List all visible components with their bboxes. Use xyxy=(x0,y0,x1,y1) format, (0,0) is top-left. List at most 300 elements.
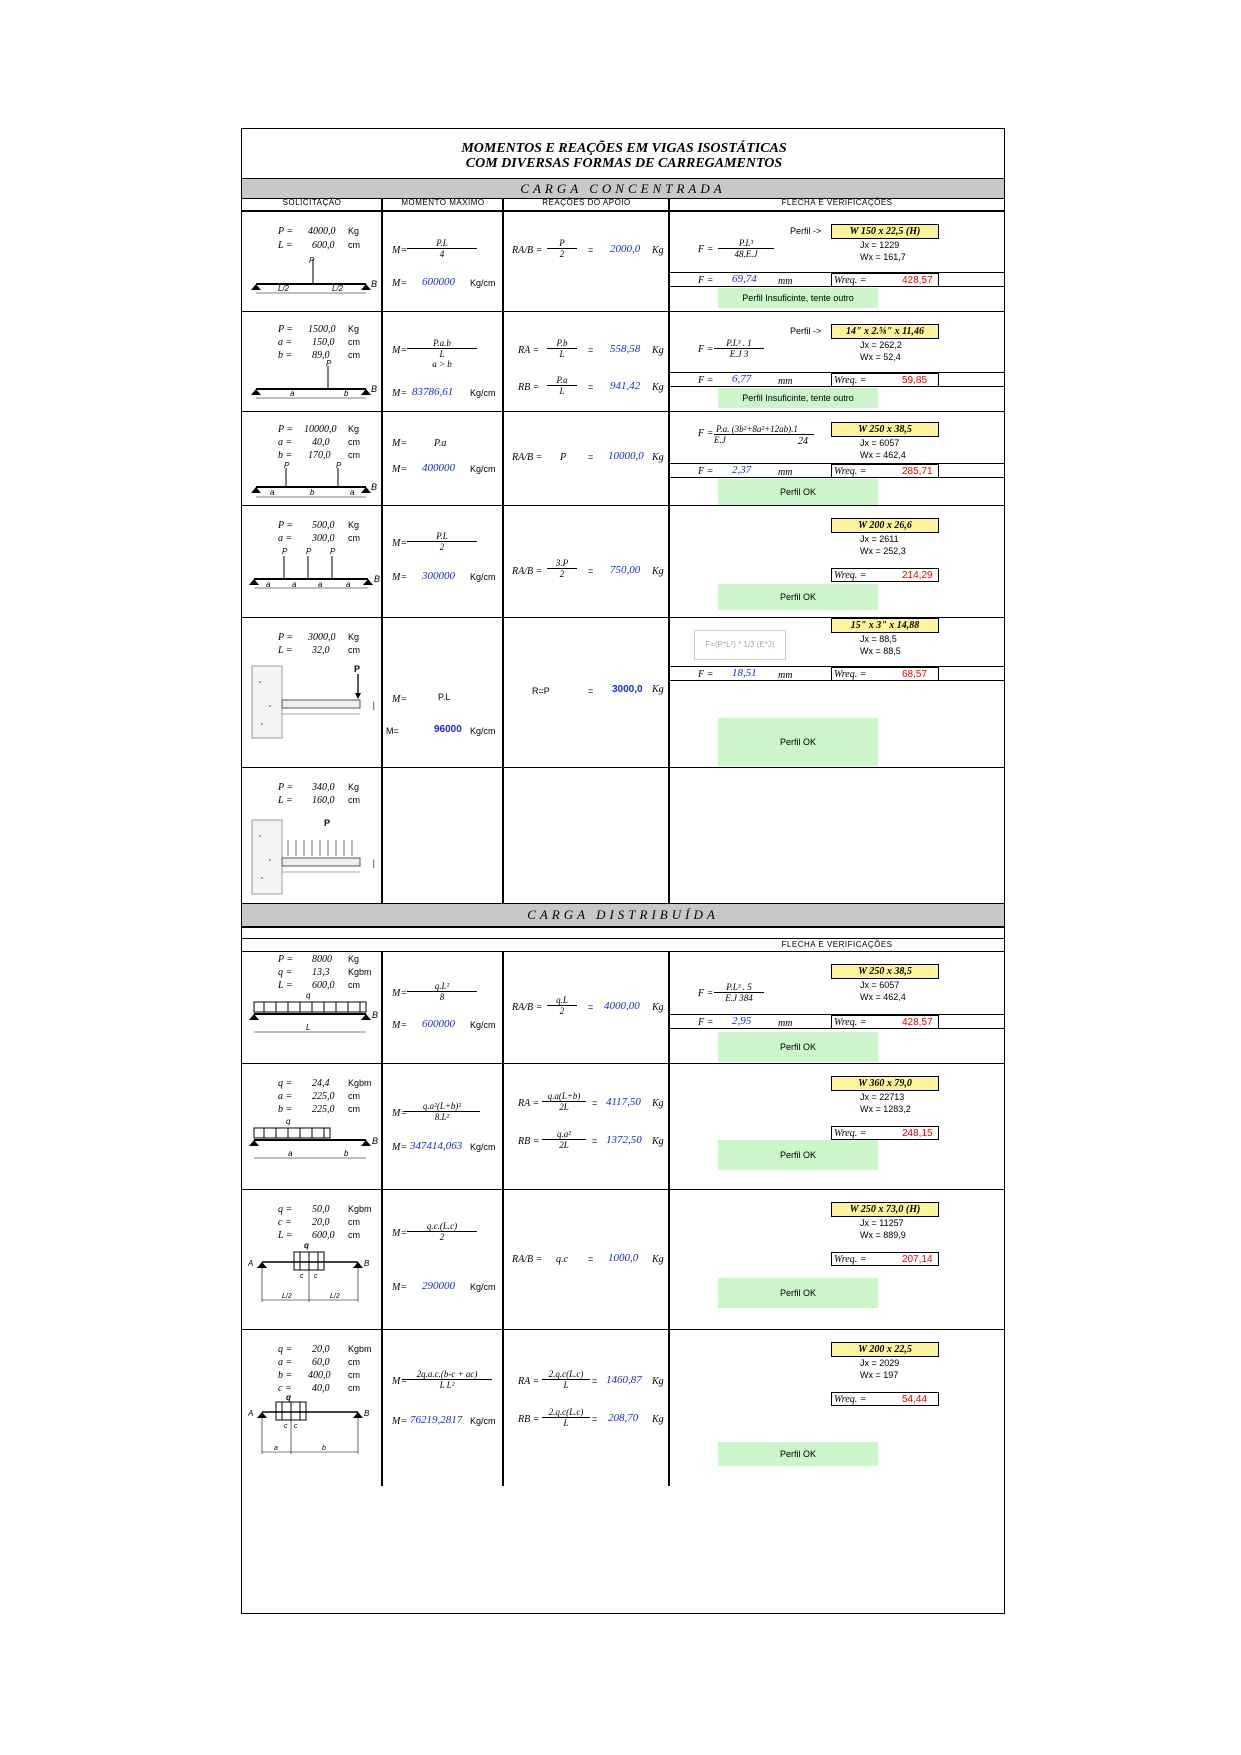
jx-value: 2029 xyxy=(879,1358,900,1368)
cantilever-distributed-diagram xyxy=(248,812,382,900)
param-label: b = xyxy=(278,450,293,461)
weq-label: Wreq. = xyxy=(834,1128,867,1139)
weq-label: Wreq. = xyxy=(834,1017,867,1028)
param-value: 400,0 xyxy=(308,1370,331,1381)
verification-cell: F = $\frac{\text{P.a. (3b²+8a²+12ab).1}}{E.J}$ 24 W 250 x 38,5 Jx = 6057 Wx = 462,4 F = 2,37 mm Wreq. = 285,71 Perfil OK xyxy=(670,412,1004,506)
m-label: M= xyxy=(386,726,399,736)
param-value: 500,0 xyxy=(312,520,335,531)
reaction-denominator: L xyxy=(559,386,565,396)
jx-label: Jx = xyxy=(860,534,877,544)
jx-value: 88,5 xyxy=(879,634,897,644)
m-label: M= xyxy=(392,988,408,999)
param-unit: cm xyxy=(348,795,360,805)
param-label: c = xyxy=(278,1217,292,1228)
m-label: M= xyxy=(392,464,408,475)
perfil-label: Perfil -> xyxy=(790,326,822,336)
m-label: M= xyxy=(392,572,408,583)
perfil-select[interactable]: W 250 x 38,5 xyxy=(831,964,939,979)
title-line-1: MOMENTOS E REAÇÕES EM VIGAS ISOSTÁTICAS xyxy=(461,141,787,156)
param-unit: cm xyxy=(348,450,360,460)
cantilever-diagram xyxy=(248,662,382,742)
param-label: P = xyxy=(278,226,294,237)
reaction-unit: Kg xyxy=(652,382,664,393)
formula-image: F=(P*L³) * 1/3 (E*J) xyxy=(694,630,786,660)
moment-value: 76219,2817 xyxy=(410,1414,463,1426)
weq-value: 248,15 xyxy=(902,1128,933,1139)
param-value: 8000 xyxy=(312,954,332,965)
beam-diagram xyxy=(246,1118,382,1168)
beam-diagram xyxy=(246,1392,382,1468)
param-label: P = xyxy=(278,324,294,335)
m-label: M= xyxy=(392,1228,408,1239)
flecha-value: 69,74 xyxy=(732,273,757,285)
svg-text:P: P xyxy=(354,664,361,674)
jx-label: Jx = xyxy=(860,340,877,350)
moment-value: 83786,61 xyxy=(412,386,454,398)
param-value: 60,0 xyxy=(312,1357,330,1368)
param-unit: cm xyxy=(348,1370,360,1380)
param-unit: Kgbm xyxy=(348,967,372,977)
svg-text:b: b xyxy=(322,1445,326,1452)
param-label: b = xyxy=(278,1104,293,1115)
verification-cell xyxy=(670,618,1004,768)
row-2: P = 1500,0 Kg a = 150,0 cm b = 89,0 cm P a b B M= P.a.b L a > b M= 83786,61 Kg/cm RA = $\frac{P.b}{L}$ = 558,58 Kg RB = $\frac{P.a}{L}$ = 941,42 Kg Perfil -> 14" x 2.⅝" x 11,46 Jx = 262,2 Wx = 52,4 F = $\frac{\text{P.L³ . 1}}{E.J 3}$ F = 6,77 mm Wreq. = 59,85 Perfil Insuficinte, tente outro xyxy=(242,311,1004,412)
svg-text:P: P xyxy=(336,461,342,470)
param-unit: cm xyxy=(348,1357,360,1367)
wx-label: Wx = xyxy=(860,1104,881,1114)
wx-label: Wx = xyxy=(860,1230,881,1240)
svg-text:a: a xyxy=(270,488,275,497)
moment-unit: Kg/cm xyxy=(470,278,496,288)
reaction-value: 4117,50 xyxy=(606,1096,641,1108)
reaction-unit: Kg xyxy=(652,345,664,356)
reaction-label: R=P xyxy=(532,686,550,696)
jx-label: Jx = xyxy=(860,634,877,644)
reaction-label: RB = xyxy=(518,1414,540,1425)
column-headers xyxy=(242,198,1004,211)
param-unit: cm xyxy=(348,1230,360,1240)
flecha-unit: mm xyxy=(778,376,793,387)
m-label: M= xyxy=(392,1142,408,1153)
reaction-numerator: P.b xyxy=(547,338,577,349)
flecha-formula-num: P.L³ . 5 xyxy=(714,982,764,993)
param-unit: Kg xyxy=(348,324,360,334)
reaction-numerator: 2.q.c(L.c) xyxy=(542,1407,590,1418)
wx-value: 889,9 xyxy=(883,1230,906,1240)
param-value: 32,0 xyxy=(312,645,330,656)
reaction-numerator: 2.q.c(L.c) xyxy=(542,1369,590,1380)
param-value: 160,0 xyxy=(312,795,335,806)
beam-diagram xyxy=(246,548,382,598)
flecha-formula-den: E.J 3 xyxy=(729,349,749,359)
verification-cell xyxy=(670,1330,1004,1486)
m-label: M= xyxy=(392,438,408,449)
svg-text:P: P xyxy=(309,256,315,265)
verification-cell xyxy=(670,1064,1004,1190)
param-value: 600,0 xyxy=(312,240,335,251)
reaction-unit: Kg xyxy=(652,1376,664,1387)
status-badge: Perfil OK xyxy=(718,718,878,766)
reaction-label: RA/B = xyxy=(512,1254,543,1265)
param-label: q = xyxy=(278,1344,293,1355)
flecha-unit: mm xyxy=(778,1018,793,1029)
perfil-label: Perfil -> xyxy=(790,226,822,236)
reaction-numerator: P xyxy=(547,238,577,249)
svg-text:P: P xyxy=(326,359,332,368)
wx-label: Wx = xyxy=(860,992,881,1002)
beam-diagram xyxy=(246,992,382,1042)
perfil-select[interactable]: 15" x 3" x 14,88 xyxy=(831,618,939,633)
status-badge: Perfil OK xyxy=(718,1442,878,1466)
perfil-select[interactable]: 14" x 2.⅝" x 11,46 xyxy=(831,324,939,339)
reaction-unit: Kg xyxy=(652,452,664,463)
flecha-unit: mm xyxy=(778,276,793,287)
row-1: P = 4000,0 Kg L = 600,0 cm P L/2 L/2 B M= $\frac{P.L}{4}$ M= 600000 Kg/cm RA/B = $\frac{P}{2}$ = 2000,0 Kg Perfil -> W 150 x 22,5 (H) Jx = 1229 Wx = 161,7 F = $\frac{\text{P.L³}}{48.E.J}$ F = 69,74 mm Wreq. = 428,57 Perfil Insuficinte, tente outro xyxy=(242,211,1004,312)
reaction-unit: Kg xyxy=(652,1098,664,1109)
moment-formula: P.L xyxy=(438,692,451,702)
reaction-value: 4000,00 xyxy=(604,1000,640,1012)
param-label: P = xyxy=(278,424,294,435)
flecha-unit: mm xyxy=(778,467,793,478)
param-unit: cm xyxy=(348,437,360,447)
svg-text:a: a xyxy=(292,580,297,589)
reaction-unit: Kg xyxy=(652,566,664,577)
status-badge: Perfil OK xyxy=(718,584,878,610)
reaction-numerator: q.L xyxy=(547,995,577,1006)
param-unit: cm xyxy=(348,645,360,655)
title-line-2: COM DIVERSAS FORMAS DE CARREGAMENTOS xyxy=(465,156,783,171)
m-label: M= xyxy=(392,245,408,256)
flecha-value: 18,51 xyxy=(732,667,757,679)
svg-text:a: a xyxy=(318,580,323,589)
param-unit: cm xyxy=(348,1383,360,1393)
reaction-value: 1000,0 xyxy=(608,1252,639,1264)
section-carga-concentrada: CARGA CONCENTRADA xyxy=(242,178,1004,199)
calculation-sheet xyxy=(241,128,1005,1614)
m-label: M= xyxy=(392,1376,408,1387)
status-badge: Perfil OK xyxy=(718,1032,878,1062)
param-label: b = xyxy=(278,1370,293,1381)
perfil-select[interactable]: W 150 x 22,5 (H) xyxy=(831,224,939,239)
row-3: P = 10000,0 Kg a = 40,0 cm b = 170,0 cm P P a b a B M= P.a M= 400000 Kg/cm RA/B = P = 10000,0 Kg F = $\frac{\text{P.a. (3b²+8a²+12ab).1}}{E.J}$ 24 W 250 x 38,5 Jx = 6057 Wx = 462,4 F = 2,37 mm Wreq. = 285,71 Perfil OK xyxy=(242,411,1004,506)
wx-label: Wx = xyxy=(860,546,881,556)
moment-unit: Kg/cm xyxy=(470,1020,496,1030)
param-unit: Kg xyxy=(348,632,360,642)
weq-value: 54,44 xyxy=(902,1394,928,1405)
verification-cell xyxy=(670,506,1004,618)
header-flecha: FLECHA E VERIFICAÇÕES xyxy=(781,198,893,207)
jx-value: 6057 xyxy=(879,980,900,990)
status-badge: Perfil Insuficinte, tente outro xyxy=(718,288,878,308)
reaction-label: RB = xyxy=(518,1136,540,1147)
perfil-select[interactable]: W 250 x 73,0 (H) xyxy=(831,1202,939,1217)
distributed-header xyxy=(242,927,1004,949)
moment-denominator: 2 xyxy=(439,1232,445,1242)
flecha-formula-num: P.L³ xyxy=(718,238,774,249)
jx-value: 6057 xyxy=(879,438,900,448)
wx-value: 252,3 xyxy=(883,546,906,556)
svg-text:B: B xyxy=(371,384,378,394)
row-4: P = 500,0 Kg a = 300,0 cm P P P a a a a B M= $\frac{P.L}{2}$ M= 300000 Kg/cm RA/B = $\frac{3.P}{2}$ = 750,00 Kg W 200 x 26,6 Jx = 2611 Wx = 252,3 Wreq. = 214,29 Perfil OK xyxy=(242,505,1004,618)
moment-value: 290000 xyxy=(422,1280,455,1292)
svg-text:A: A xyxy=(248,1259,254,1268)
header-reacoes: REAÇÕES DO APOIO xyxy=(542,198,631,207)
reaction-label: RA/B = xyxy=(512,1002,543,1013)
reaction-unit: Kg xyxy=(652,245,664,256)
reaction-numerator: P.a xyxy=(547,375,577,386)
svg-text:c: c xyxy=(294,1423,298,1430)
m-label: M= xyxy=(392,278,408,289)
jx-label: Jx = xyxy=(860,1092,877,1102)
param-unit: Kgbm xyxy=(348,1078,372,1088)
svg-text:q: q xyxy=(304,1241,309,1250)
flecha-formula-den: E.J 384 xyxy=(725,993,753,1003)
reaction-value: 1460,87 xyxy=(606,1374,642,1386)
section-carga-distribuida: CARGA DISTRIBUÍDA xyxy=(242,903,1004,927)
wx-value: 88,5 xyxy=(883,646,901,656)
param-unit: cm xyxy=(348,240,360,250)
weq-value: 207,14 xyxy=(902,1254,933,1265)
svg-text:a: a xyxy=(290,389,295,398)
svg-text:b: b xyxy=(310,488,315,497)
flecha-value: 2,95 xyxy=(732,1015,752,1027)
param-unit: cm xyxy=(348,1217,360,1227)
jx-label: Jx = xyxy=(860,240,877,250)
svg-text:q: q xyxy=(286,1117,291,1126)
param-unit: cm xyxy=(348,337,360,347)
weq-value: 428,57 xyxy=(902,1017,933,1028)
f-label: F = xyxy=(698,669,714,680)
svg-text:B: B xyxy=(364,1259,370,1268)
param-value: 89,0 xyxy=(312,350,330,361)
moment-unit: Kg/cm xyxy=(470,572,496,582)
reaction-unit: Kg xyxy=(652,684,664,695)
m-label: M= xyxy=(392,1020,408,1031)
svg-text:c: c xyxy=(300,1273,304,1280)
weq-value: 68,57 xyxy=(902,669,928,680)
jx-value: 1229 xyxy=(879,240,900,250)
svg-text:c: c xyxy=(284,1423,288,1430)
moment-numerator: P.L xyxy=(407,531,477,542)
param-value: 225,0 xyxy=(312,1091,335,1102)
moment-value: 96000 xyxy=(434,724,462,735)
param-label: q = xyxy=(278,1078,293,1089)
param-label: a = xyxy=(278,1357,293,1368)
reaction-denominator: 2L xyxy=(559,1102,569,1112)
reaction-denominator: L xyxy=(559,349,565,359)
moment-denominator: L xyxy=(439,349,445,359)
weq-label: Wreq. = xyxy=(834,275,867,286)
param-value: 300,0 xyxy=(312,533,335,544)
weq-label: Wreq. = xyxy=(834,1254,867,1265)
reaction-label: RA = xyxy=(518,1376,540,1387)
reaction-denominator: L xyxy=(563,1418,569,1428)
svg-text:a: a xyxy=(350,488,355,497)
svg-text:L/2: L/2 xyxy=(282,1293,292,1300)
svg-text:q: q xyxy=(306,991,311,1000)
header-momento: MOMENTO MÁXIMO xyxy=(401,198,485,207)
param-label: q = xyxy=(278,1204,293,1215)
moment-condition: a > b xyxy=(432,359,452,369)
svg-text:L/2: L/2 xyxy=(330,1293,340,1300)
reaction-denominator: 2L xyxy=(559,1140,569,1150)
param-label: a = xyxy=(278,1091,293,1102)
wx-value: 462,4 xyxy=(883,450,906,460)
param-value: 340,0 xyxy=(312,782,335,793)
svg-text:P: P xyxy=(306,547,312,556)
reaction-numerator: q.a(L+b) xyxy=(542,1091,586,1102)
flecha-value: 6,77 xyxy=(732,373,752,385)
param-value: 20,0 xyxy=(312,1217,330,1228)
param-value: 13,3 xyxy=(312,967,330,978)
param-unit: Kg xyxy=(348,782,360,792)
svg-text:a: a xyxy=(274,1445,278,1452)
reaction-label: RA = xyxy=(518,345,540,356)
reaction-unit: Kg xyxy=(652,1136,664,1147)
flecha-formula-den: E.J xyxy=(714,435,726,445)
beam-diagram xyxy=(248,359,378,402)
svg-text:L/2: L/2 xyxy=(332,284,344,293)
param-unit: Kg xyxy=(348,954,360,964)
flecha-formula-num: P.L³ . 1 xyxy=(714,338,764,349)
moment-numerator: 2q.a.c.(b-c + ac) xyxy=(402,1369,492,1380)
f-label: F = xyxy=(698,466,714,477)
param-label: c = xyxy=(278,1383,292,1394)
reaction-denominator: 2 xyxy=(559,249,565,259)
row-7: P = 8000 Kg q = 13,3 Kgbm L = 600,0 cm q L B M= $\frac{\text{q.L²}}{8}$ M= 600000 Kg/cm RA/B = $\frac{q.L}{2}$ = 4000,00 Kg W 250 x 38,5 Jx = 6057 Wx = 462,4 F = $\frac{\text{P.L³ . 5}}{E.J 384}$ F = 2,95 mm Wreq. = 428,57 Perfil OK xyxy=(242,951,1004,1064)
param-value: 10000,0 xyxy=(304,424,337,435)
verification-cell: W 250 x 38,5 Jx = 6057 Wx = 462,4 F = $\frac{\text{P.L³ . 5}}{E.J 384}$ F = 2,95 mm Wreq. = 428,57 Perfil OK xyxy=(670,952,1004,1064)
param-value: 600,0 xyxy=(312,980,335,991)
f-label: F = xyxy=(698,375,714,386)
reaction-numerator: 3.P xyxy=(547,558,577,569)
param-label: L = xyxy=(278,1230,293,1241)
beam-diagram xyxy=(246,1242,382,1322)
perfil-select[interactable]: W 360 x 79,0 xyxy=(831,1076,939,1091)
row-8: q = 24,4 Kgbm a = 225,0 cm b = 225,0 cm q a b B M= $\frac{\text{q.a²(L+b)²}}{\text{8.L²}}$ M= 347414,063 Kg/cm RA = $\frac{q.a(L+b)}{2L}$ = 4117,50 Kg RB = $\frac{\text{q.a²}}{2L}$ = 1372,50 Kg W 360 x 79,0 Jx = 22713 Wx = 1283,2 Wreq. = 248,15 Perfil OK xyxy=(242,1063,1004,1190)
moment-denominator: 8.L² xyxy=(434,1112,450,1122)
svg-text:I: I xyxy=(372,857,376,871)
reaction-value: 1372,50 xyxy=(606,1134,642,1146)
svg-text:P: P xyxy=(324,818,331,828)
weq-label: Wreq. = xyxy=(834,466,867,477)
f-label: F = xyxy=(698,275,714,286)
reaction-value: 941,42 xyxy=(610,380,641,392)
status-badge: Perfil OK xyxy=(718,1140,878,1170)
moment-numerator: q.c.(L.c) xyxy=(407,1221,477,1232)
beam-diagram xyxy=(248,257,378,297)
svg-text:B: B xyxy=(374,574,381,584)
reaction-value: 10000,0 xyxy=(608,450,644,462)
param-label: a = xyxy=(278,437,293,448)
jx-value: 11257 xyxy=(879,1218,904,1228)
flecha-value: 2,37 xyxy=(732,464,752,476)
param-unit: cm xyxy=(348,1104,360,1114)
moment-unit: Kg/cm xyxy=(470,726,496,736)
perfil-select[interactable]: W 200 x 22,5 xyxy=(831,1342,939,1357)
param-label: P = xyxy=(278,632,294,643)
param-unit: Kg xyxy=(348,520,360,530)
param-label: q = xyxy=(278,967,293,978)
moment-value: 347414,063 xyxy=(410,1140,463,1152)
perfil-select[interactable]: W 250 x 38,5 xyxy=(831,422,939,437)
reaction-value: 2000,0 xyxy=(610,243,641,255)
moment-unit: Kg/cm xyxy=(470,1416,496,1426)
svg-text:I: I xyxy=(372,699,376,713)
svg-text:L: L xyxy=(306,1023,311,1032)
param-value: 20,0 xyxy=(312,1344,330,1355)
param-value: 50,0 xyxy=(312,1204,330,1215)
status-badge: Perfil OK xyxy=(718,479,878,505)
svg-text:b: b xyxy=(344,389,349,398)
param-unit: Kgbm xyxy=(348,1344,372,1354)
weq-label: Wreq. = xyxy=(834,375,867,386)
param-label: P = xyxy=(278,782,294,793)
f-label: F = xyxy=(698,1017,714,1028)
wx-label: Wx = xyxy=(860,1370,881,1380)
param-value: 40,0 xyxy=(312,437,330,448)
reaction-label: RA = xyxy=(518,1098,540,1109)
svg-text:B: B xyxy=(372,1010,379,1020)
flecha-formula-num: P.a. (3b²+8a²+12ab).1 xyxy=(714,424,814,435)
svg-text:P: P xyxy=(282,547,288,556)
m-label: M= xyxy=(392,1282,408,1293)
reaction-numerator: q.a² xyxy=(542,1129,586,1140)
wx-label: Wx = xyxy=(860,352,881,362)
svg-text:P: P xyxy=(330,547,336,556)
m-label: M= xyxy=(392,538,408,549)
verification-cell xyxy=(670,1190,1004,1330)
moment-denominator: 8 xyxy=(439,992,445,1002)
moment-value: 400000 xyxy=(422,462,455,474)
reaction-formula: q.c xyxy=(556,1254,568,1265)
param-value: 225,0 xyxy=(312,1104,335,1115)
param-value: 1500,0 xyxy=(308,324,336,335)
reaction-value: 208,70 xyxy=(608,1412,639,1424)
reaction-unit: Kg xyxy=(652,1254,664,1265)
m-label: M= xyxy=(392,1108,408,1119)
reaction-denominator: 2 xyxy=(559,569,565,579)
m-label: M= xyxy=(392,1416,408,1427)
svg-text:a: a xyxy=(266,580,271,589)
status-badge: Perfil OK xyxy=(718,1278,878,1308)
perfil-select[interactable]: W 200 x 26,6 xyxy=(831,518,939,533)
verification-cell: Perfil -> 14" x 2.⅝" x 11,46 Jx = 262,2 Wx = 52,4 F = $\frac{\text{P.L³ . 1}}{E.J 3}$ F = 6,77 mm Wreq. = 59,85 Perfil Insuficinte, tente outro xyxy=(670,312,1004,412)
flecha-unit: mm xyxy=(778,670,793,681)
moment-unit: Kg/cm xyxy=(470,388,496,398)
row-9: q = 50,0 Kgbm c = 20,0 cm L = 600,0 cm q A B L/2 L/2 c c M= $\frac{q.c.(L.c)}{2}$ M= 290000 Kg/cm RA/B = q.c = 1000,0 Kg W 250 x 73,0 (H) Jx = 11257 Wx = 889,9 Wreq. = 207,14 Perfil OK xyxy=(242,1189,1004,1330)
reaction-value: 750,00 xyxy=(610,564,641,576)
reaction-formula: P xyxy=(560,452,567,463)
svg-text:B: B xyxy=(371,482,378,492)
reaction-value: 3000,0 xyxy=(612,684,643,695)
m-label: M= xyxy=(392,345,408,356)
jx-value: 22713 xyxy=(879,1092,905,1102)
reaction-denominator: L xyxy=(563,1380,569,1390)
param-unit: Kg xyxy=(348,424,360,434)
param-label: a = xyxy=(278,533,293,544)
reaction-unit: Kg xyxy=(652,1002,664,1013)
weq-value: 59,85 xyxy=(902,375,928,386)
svg-text:A: A xyxy=(248,1409,254,1418)
header-flecha-2: FLECHA E VERIFICAÇÕES xyxy=(781,940,893,949)
wx-value: 52,4 xyxy=(883,352,901,362)
moment-numerator: P.a.b xyxy=(407,338,477,349)
verification-cell: Perfil -> W 150 x 22,5 (H) Jx = 1229 Wx = 161,7 F = $\frac{\text{P.L³}}{48.E.J}$ F = 69,74 mm Wreq. = 428,57 Perfil Insuficinte, tente outro xyxy=(670,212,1004,312)
flecha-formula-den: 48.E.J xyxy=(734,249,758,259)
svg-text:B: B xyxy=(371,279,378,289)
moment-denominator: 2 xyxy=(439,542,445,552)
